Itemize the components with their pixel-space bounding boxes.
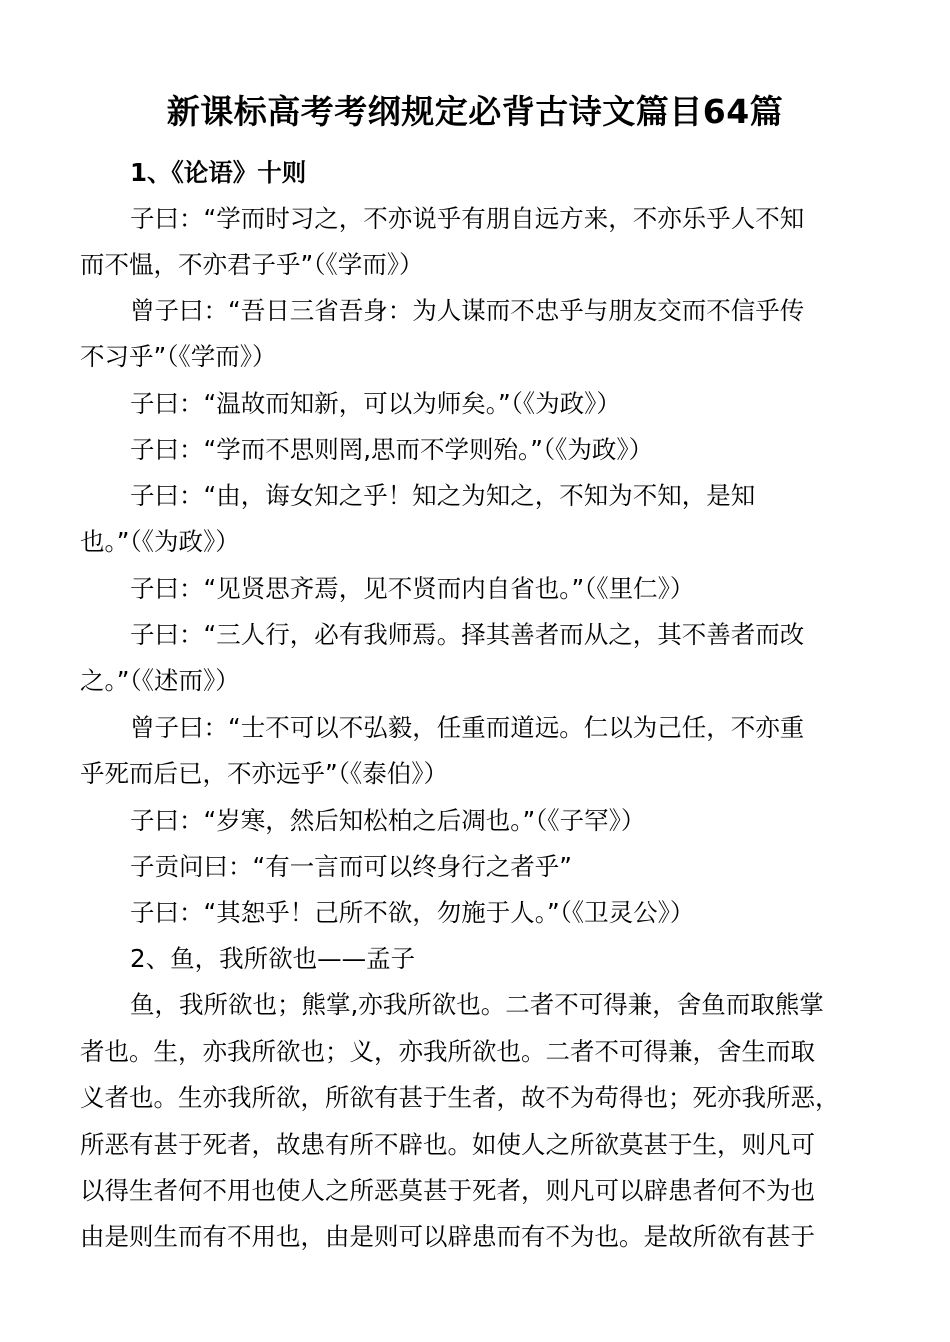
document-title: 新课标高考考纲规定必背古诗文篇目64篇 [166,92,784,131]
text-line: 者也。生，亦我所欲也；义，亦我所欲也。二者不可得兼，舍生而取 [80,1037,815,1066]
text-line: 曾子曰：“士不可以不弘毅，任重而道远。仁以为己任，不亦重 [130,713,805,742]
text-line: 也。”（《为政》） [80,527,240,556]
text-line: 不习乎”（《学而》） [80,342,277,371]
text-line: 曾子曰：“吾日三省吾身：为人谋而不忠乎与朋友交而不信乎传 [130,296,805,325]
text-line: 之。”（《述而》） [80,666,240,695]
text-line: 子曰：“三人行，必有我师焉。择其善者而从之，其不善者而改 [130,620,805,649]
text-line: 子曰：“学而时习之，不亦说乎有朋自远方来，不亦乐乎人不知 [130,204,805,233]
text-line: 鱼，我所欲也；熊掌,亦我所欲也。二者不可得兼，舍鱼而取熊掌 [130,990,824,1019]
text-line: 子曰：“由，诲女知之乎！知之为知之，不知为不知，是知 [130,481,756,510]
text-line: 子曰：“其恕乎！己所不欲，勿施于人。”（《卫灵公》） [130,898,695,927]
text-line: 子曰：“学而不思则罔,思而不学则殆。”（《为政》） [130,435,654,464]
section-heading-yu-wo-suo-yu-ye: 2、鱼，我所欲也——孟子 [130,944,416,973]
text-line: 所恶有甚于死者，故患有所不辟也。如使人之所欲莫甚于生，则凡可 [80,1130,815,1159]
text-line: 由是则生而有不用也，由是则可以辟患而有不为也。是故所欲有甚于 [80,1222,815,1251]
text-line: 义者也。生亦我所欲，所欲有甚于生者，故不为苟得也；死亦我所恶， [80,1083,840,1112]
section-heading-lunyu: 1、《论语》十则 [130,158,307,187]
text-line: 子曰：“岁寒，然后知松柏之后凋也。”（《子罕》） [130,806,646,835]
text-line: 而不愠，不亦君子乎”（《学而》） [80,250,424,279]
text-line: 子贡问曰：“有一言而可以终身行之者乎” [130,852,572,881]
text-line: 子曰：“温故而知新，可以为师矣。”（《为政》） [130,389,621,418]
text-line: 以得生者何不用也使人之所恶莫甚于死者，则凡可以辟患者何不为也 [80,1176,815,1205]
text-line: 子曰：“见贤思齐焉，见不贤而内自省也。”（《里仁》） [130,574,695,603]
text-line: 乎死而后已，不亦远乎”（《泰伯》） [80,759,448,788]
